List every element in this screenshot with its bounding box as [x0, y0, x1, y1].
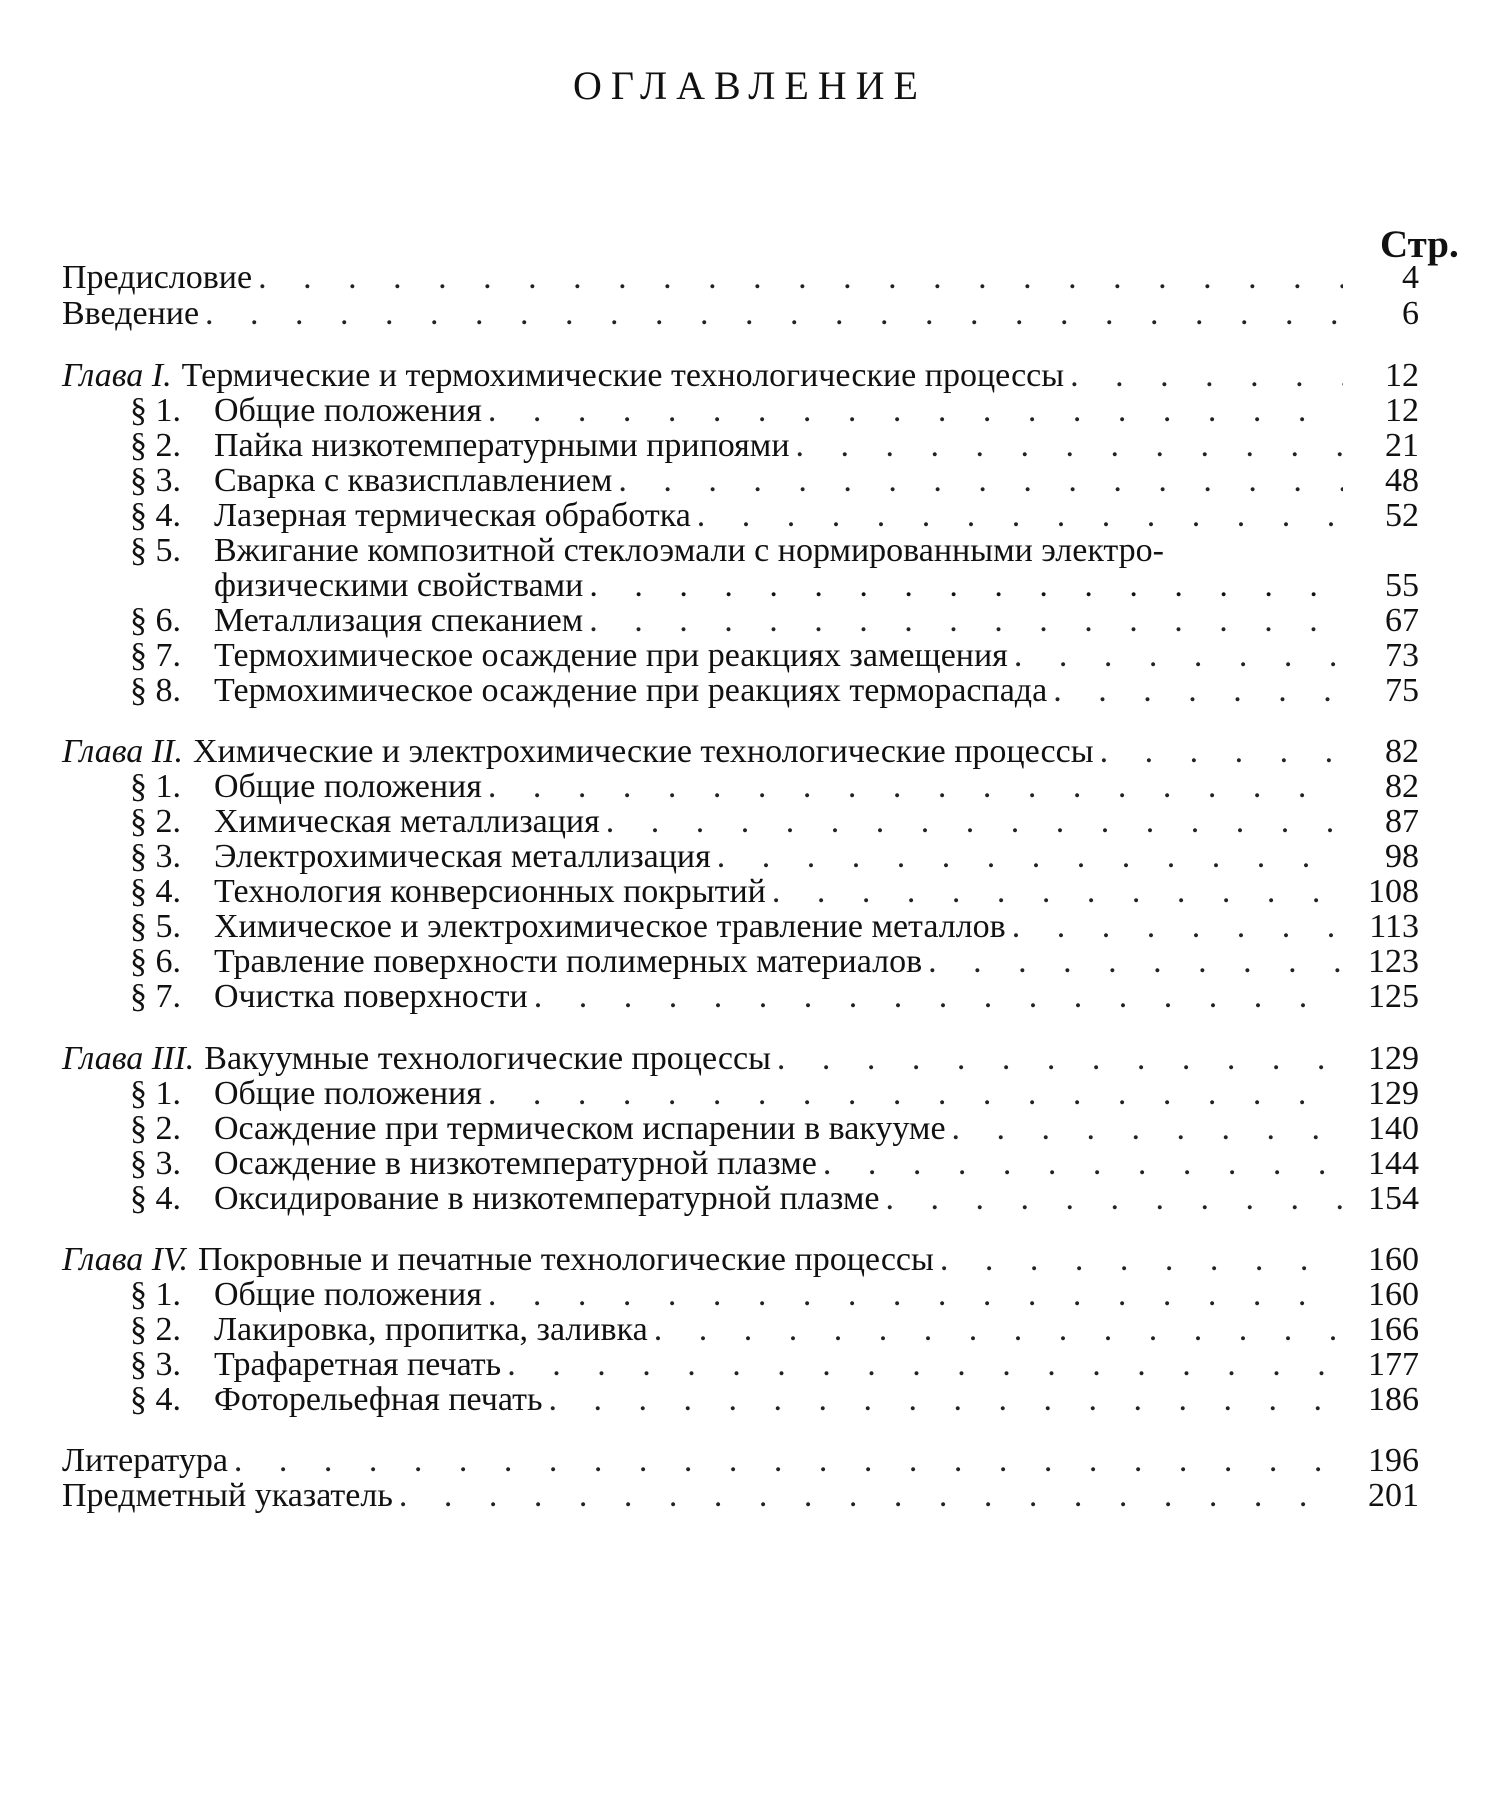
- page-number: 186: [1368, 1381, 1419, 1418]
- toc-entry-preface[interactable]: Предисловие . . . 4: [62, 258, 1419, 298]
- page-number: 52: [1385, 497, 1419, 534]
- toc-section[interactable]: § 1. Общие положения . . . 12: [130, 391, 1419, 431]
- toc-entry-literature[interactable]: Литература . . . 196: [62, 1441, 1419, 1481]
- page-number: 82: [1385, 733, 1419, 770]
- toc-chapter-2[interactable]: [62, 732, 1419, 772]
- toc-section[interactable]: § 7. Термохимическое осаждение при реакциях замещения . . . 73: [130, 636, 1419, 676]
- toc-section[interactable]: § 2. Химическая металлизация . . . 87: [130, 802, 1419, 842]
- page-number: 48: [1385, 462, 1419, 499]
- toc-section[interactable]: § 1. Общие положения . . . 160: [130, 1275, 1419, 1315]
- toc-section[interactable]: § 1. Общие положения . . . 129: [130, 1074, 1419, 1114]
- chapter-title: Химические и электрохимические технологические процессы: [192, 733, 1094, 770]
- toc-section[interactable]: § 6. Металлизация спеканием . . . 67: [130, 601, 1419, 641]
- page-number: 108: [1368, 873, 1419, 910]
- page-number: 123: [1368, 943, 1419, 980]
- page-number: 125: [1368, 978, 1419, 1015]
- page-column-header: Стр.: [1380, 223, 1459, 266]
- toc-section[interactable]: § 5. Вжигание композитной стеклоэмали с нормированными электро-: [130, 532, 1165, 569]
- page-number: 21: [1385, 427, 1419, 464]
- page-number: 6: [1402, 295, 1419, 332]
- page-number: 73: [1385, 637, 1419, 674]
- toc-section[interactable]: § 2. Осаждение при термическом испарении в вакууме . . . 140: [130, 1109, 1419, 1149]
- toc-section[interactable]: § 4. Оксидирование в низкотемпературной плазме . . . 154: [130, 1179, 1419, 1219]
- chapter-title: Вакуумные технологические процессы: [204, 1040, 771, 1077]
- toc-chapter-3[interactable]: [62, 1039, 1419, 1079]
- toc-section[interactable]: § 5. Химическое и электрохимическое травление металлов . . . 113: [130, 907, 1419, 947]
- page-number: 4: [1402, 259, 1419, 296]
- chapter-label: Глава IV.: [62, 1241, 189, 1278]
- page-number: 98: [1385, 838, 1419, 875]
- toc-section[interactable]: § 4. Лазерная термическая обработка . . . 52: [130, 496, 1419, 536]
- page-number: 87: [1385, 803, 1419, 840]
- toc-section[interactable]: § 1. Общие положения . . . 82: [130, 767, 1419, 807]
- page-number: 196: [1368, 1442, 1419, 1479]
- page-number: 75: [1385, 672, 1419, 709]
- page-number: 166: [1368, 1311, 1419, 1348]
- toc-section[interactable]: § 4. Технология конверсионных покрытий . . . 108: [130, 872, 1419, 912]
- page-number: 177: [1368, 1346, 1419, 1383]
- chapter-title: Термические и термохимические технологические процессы: [181, 357, 1065, 394]
- toc-section[interactable]: § 3. Сварка с квазисплавлением . . . 48: [130, 461, 1419, 501]
- toc-chapter-4[interactable]: [62, 1240, 1419, 1280]
- toc-section[interactable]: § 6. Травление поверхности полимерных материалов . . . 123: [130, 942, 1419, 982]
- page-number: 129: [1368, 1075, 1419, 1112]
- page-title: ОГЛАВЛЕНИЕ: [573, 63, 927, 108]
- chapter-title: Покровные и печатные технологические процессы: [198, 1241, 934, 1278]
- page-number: 12: [1385, 357, 1419, 394]
- toc-entry-introduction[interactable]: Введение . . . 6: [62, 294, 1419, 334]
- toc-section[interactable]: § 2. Лакировка, пропитка, заливка . . . 166: [130, 1310, 1419, 1350]
- toc-entry-subject-index[interactable]: Предметный указатель . . . 201: [62, 1476, 1419, 1516]
- toc-section[interactable]: § 3. Трафаретная печать . . . 177: [130, 1345, 1419, 1385]
- toc-chapter-1[interactable]: [62, 356, 1419, 396]
- page-number: 154: [1368, 1180, 1419, 1217]
- page-number: 12: [1385, 392, 1419, 429]
- page-number: 67: [1385, 602, 1419, 639]
- chapter-label: Глава III.: [62, 1040, 195, 1077]
- page-number: 129: [1368, 1040, 1419, 1077]
- page-number: 201: [1368, 1477, 1419, 1514]
- toc-section[interactable]: § 8. Термохимическое осаждение при реакциях термораспада . . . 75: [130, 671, 1419, 711]
- page-number: 160: [1368, 1241, 1419, 1278]
- toc-section[interactable]: § 2. Пайка низкотемпературными припоями . . . 21: [130, 426, 1419, 466]
- page-number: 160: [1368, 1276, 1419, 1313]
- toc-section[interactable]: § 3. Электрохимическая металлизация . . . 98: [130, 837, 1419, 877]
- toc-section[interactable]: § 7. Очистка поверхности . . . 125: [130, 977, 1419, 1017]
- toc-section[interactable]: § 3. Осаждение в низкотемпературной плазме . . . 144: [130, 1144, 1419, 1184]
- toc-section-continuation[interactable]: физическими свойствами . . . 55: [214, 566, 1419, 606]
- toc-section[interactable]: § 4. Фоторельефная печать . . . 186: [130, 1380, 1419, 1420]
- page-number: 140: [1368, 1110, 1419, 1147]
- page-number: 82: [1385, 768, 1419, 805]
- page-number: 144: [1368, 1145, 1419, 1182]
- page-number: 113: [1369, 908, 1419, 945]
- chapter-label: Глава II.: [62, 733, 183, 770]
- page-number: 55: [1385, 567, 1419, 604]
- chapter-label: Глава I.: [62, 357, 172, 394]
